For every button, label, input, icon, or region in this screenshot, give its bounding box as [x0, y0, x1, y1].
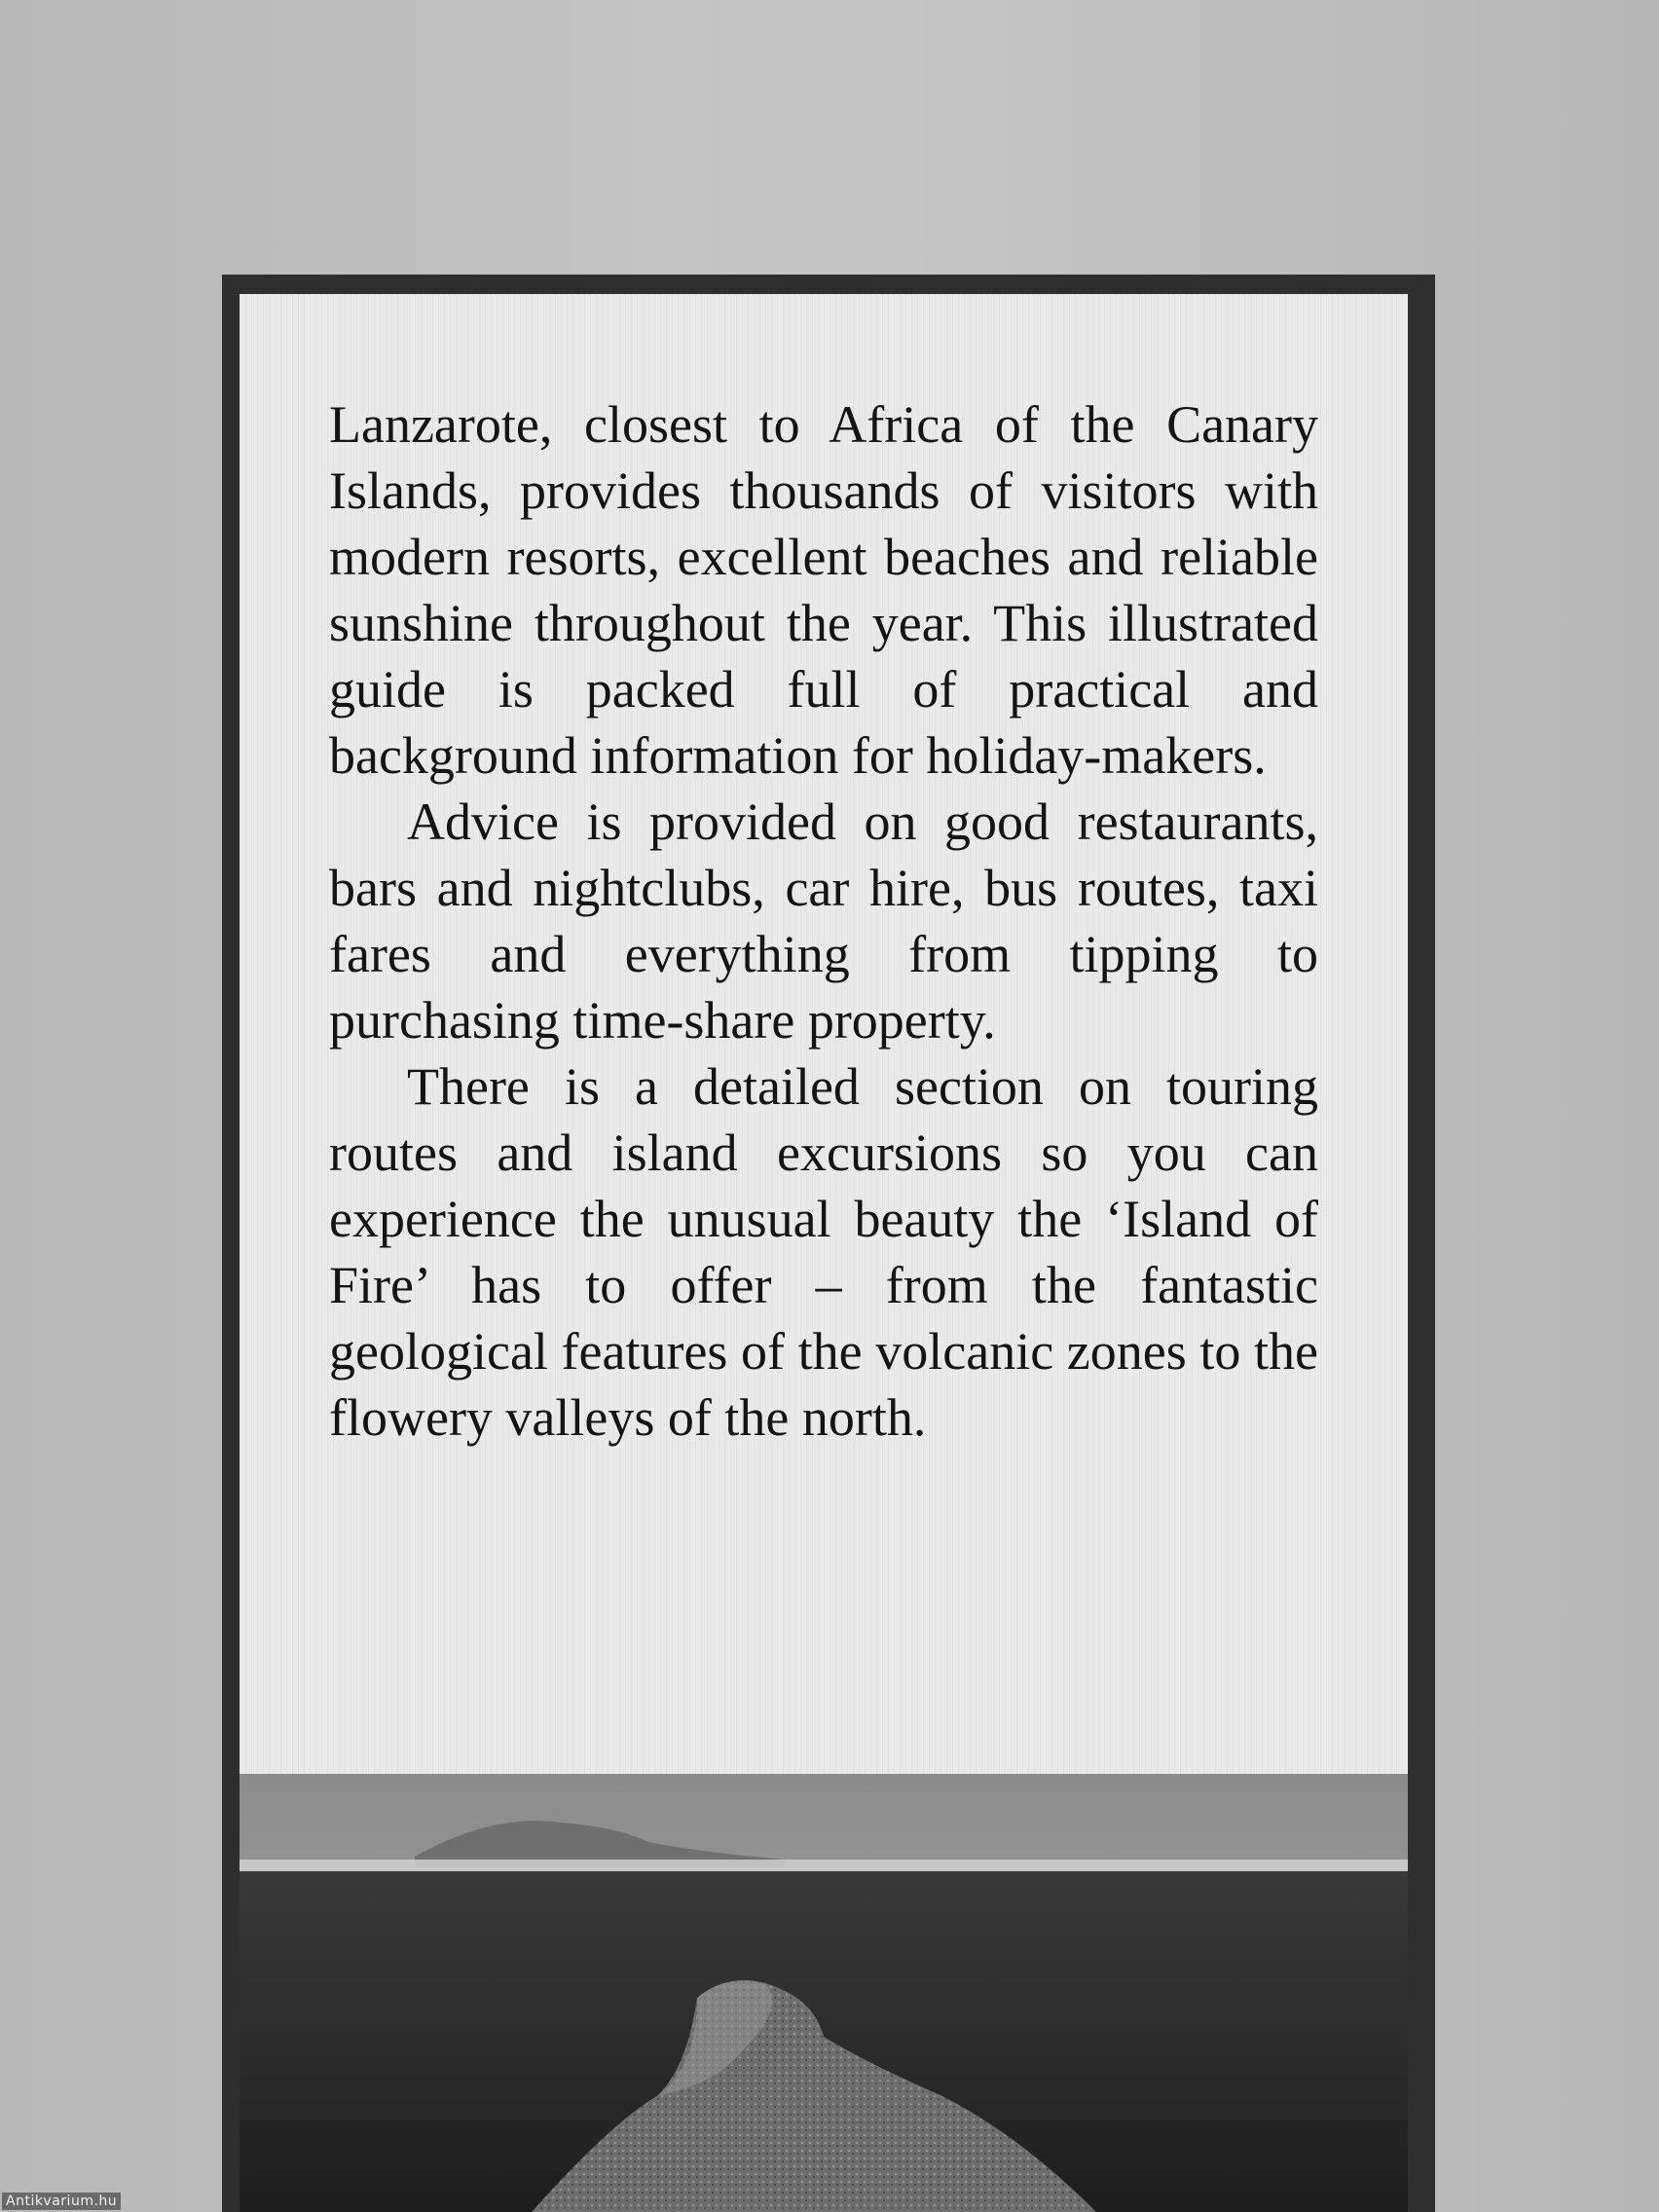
cover-frame	[222, 275, 1435, 2212]
volcanic-landscape-image	[240, 1774, 1408, 2212]
watermark: Antikvarium.hu	[2, 2193, 121, 2210]
shoreline	[240, 1860, 1408, 1871]
blurb-paragraph-3: There is a detailed section on touring routes and island excursions so you can experience the unusual beauty the ‘Island of Fire’ has to offer – from the fantastic geological features of the volcanic zones to the flowery valleys of the north.	[329, 1057, 1318, 1447]
text-panel	[240, 294, 1408, 2212]
blurb-paragraph-1: Lanzarote, closest to Africa of the Canary Islands, provides thousands of visitors with modern resorts, excellent beaches and reliable sunshine throughout the year. This illustrated guide is packed full of practical and background information for holiday-makers.	[329, 395, 1318, 785]
blurb-paragraph-2: Advice is provided on good restaurants, bars and nightclubs, car hire, bus routes, taxi fares and everything from tipping to purchasing time-share property.	[329, 793, 1318, 1050]
landscape-photo	[240, 1774, 1408, 2212]
blurb-text	[329, 391, 1318, 1451]
